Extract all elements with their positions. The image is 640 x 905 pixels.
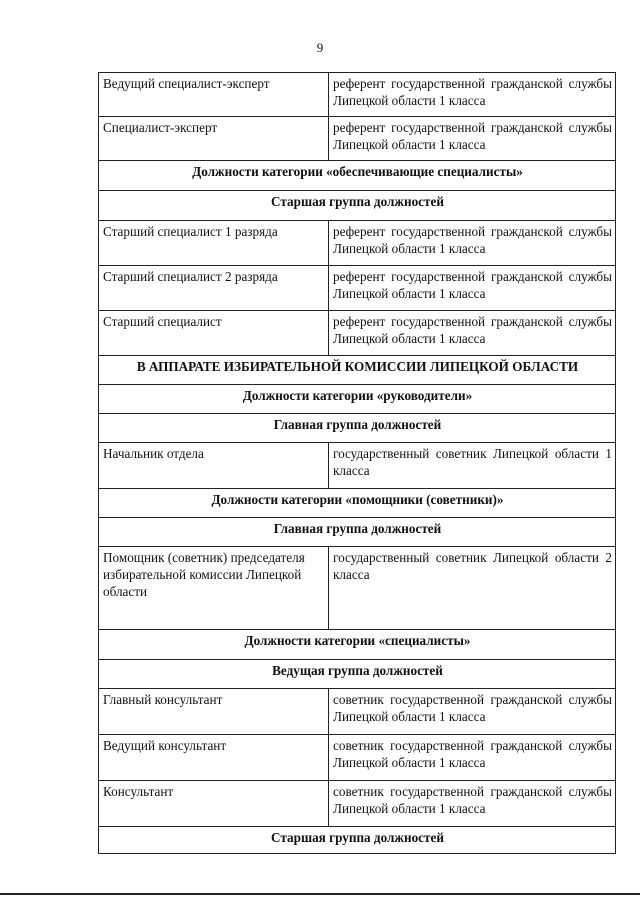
class-rank: референт государственной гражданской службы Липецкой области 1 класса xyxy=(329,266,616,311)
table-row xyxy=(99,221,616,266)
table-row xyxy=(99,781,616,827)
table-row xyxy=(99,443,616,489)
section-heading: Главная группа должностей xyxy=(99,518,616,547)
section-header-row xyxy=(99,660,616,689)
section-heading: Ведущая группа должностей xyxy=(99,660,616,689)
section-heading: Главная группа должностей xyxy=(99,414,616,443)
section-heading: Старшая группа должностей xyxy=(99,191,616,221)
position-title: Специалист-эксперт xyxy=(99,117,329,161)
positions-table-body xyxy=(99,73,616,854)
class-rank: референт государственной гражданской службы Липецкой области 1 класса xyxy=(329,221,616,266)
section-heading: Должности категории «помощники (советники)» xyxy=(99,489,616,518)
section-header-row xyxy=(99,191,616,221)
section-header-row xyxy=(99,356,616,385)
position-title: Начальник отдела xyxy=(99,443,329,489)
class-rank: референт государственной гражданской службы Липецкой области 1 класса xyxy=(329,73,616,117)
section-header-row xyxy=(99,161,616,191)
position-title: Старший специалист 1 разряда xyxy=(99,221,329,266)
position-title: Старший специалист xyxy=(99,311,329,356)
section-header-row xyxy=(99,630,616,660)
table-row xyxy=(99,266,616,311)
page-number: 9 xyxy=(316,40,324,55)
section-header-row xyxy=(99,385,616,414)
table-row xyxy=(99,311,616,356)
position-title: Ведущий специалист-эксперт xyxy=(99,73,329,117)
section-header-row xyxy=(99,827,616,854)
division-heading: В АППАРАТЕ ИЗБИРАТЕЛЬНОЙ КОМИССИИ ЛИПЕЦКОЙ ОБЛАСТИ xyxy=(99,356,616,385)
bottom-rule xyxy=(0,893,640,895)
section-heading: Должности категории «обеспечивающие специалисты» xyxy=(99,161,616,191)
class-rank: советник государственной гражданской службы Липецкой области 1 класса xyxy=(329,735,616,781)
class-rank: государственный советник Липецкой области 1 класса xyxy=(329,443,616,489)
positions-table xyxy=(98,72,616,854)
section-header-row xyxy=(99,489,616,518)
class-rank: референт государственной гражданской службы Липецкой области 1 класса xyxy=(329,117,616,161)
position-title: Старший специалист 2 разряда xyxy=(99,266,329,311)
table-row xyxy=(99,735,616,781)
section-heading: Должности категории «руководители» xyxy=(99,385,616,414)
section-heading: Старшая группа должностей xyxy=(99,827,616,854)
table-row xyxy=(99,689,616,735)
class-rank: советник государственной гражданской службы Липецкой области 1 класса xyxy=(329,689,616,735)
section-header-row xyxy=(99,414,616,443)
table-row xyxy=(99,73,616,117)
table-row xyxy=(99,117,616,161)
position-title: Консультант xyxy=(99,781,329,827)
class-rank: референт государственной гражданской службы Липецкой области 1 класса xyxy=(329,311,616,356)
section-heading: Должности категории «специалисты» xyxy=(99,630,616,660)
position-title: Помощник (советник) председателя избирательной комиссии Липецкой области xyxy=(99,547,329,630)
section-header-row xyxy=(99,518,616,547)
class-rank: государственный советник Липецкой области 2 класса xyxy=(329,547,616,630)
position-title: Главный консультант xyxy=(99,689,329,735)
table-row xyxy=(99,547,616,630)
class-rank: советник государственной гражданской службы Липецкой области 1 класса xyxy=(329,781,616,827)
position-title: Ведущий консультант xyxy=(99,735,329,781)
